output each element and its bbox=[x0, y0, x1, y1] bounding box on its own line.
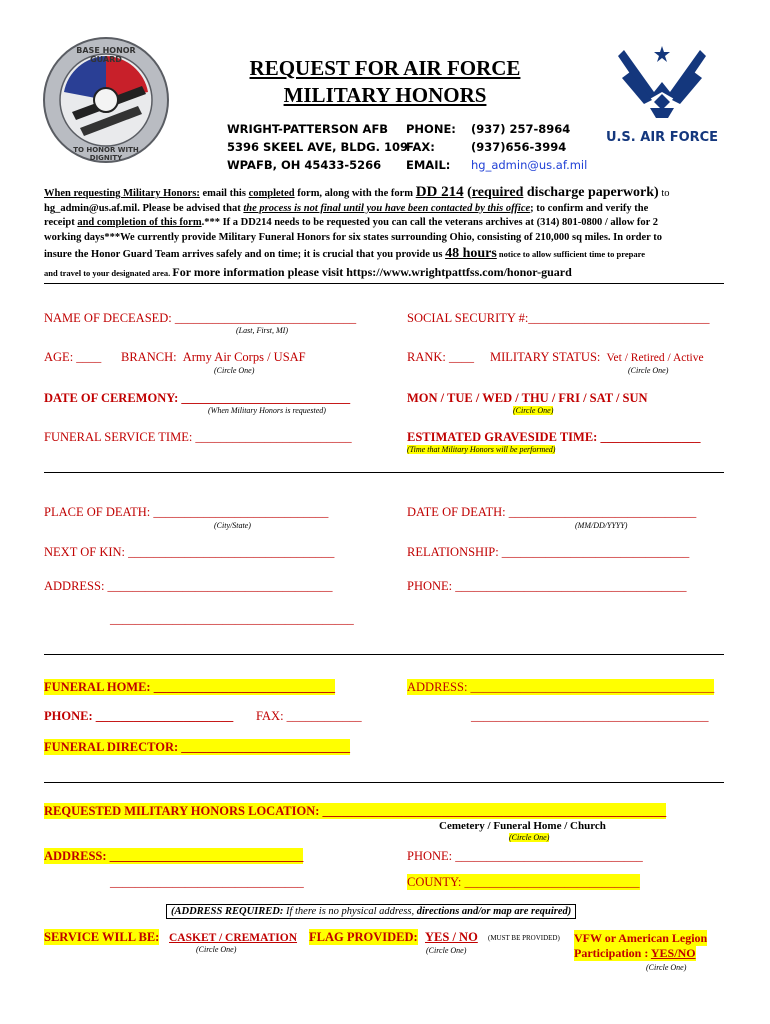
instr-text: insure the Honor Guard Team arrives safely and on time; it is crucial that you provide us bbox=[44, 249, 446, 260]
name-of-deceased-field[interactable]: NAME OF DECEASED: _____________________________ bbox=[44, 311, 357, 325]
divider bbox=[44, 472, 724, 473]
vfw-sep: : bbox=[641, 946, 651, 960]
funeral-home-address-field[interactable]: ADDRESS: _______________________________________ bbox=[407, 680, 715, 694]
instructions bbox=[44, 185, 724, 281]
funeral-home-fax-field[interactable]: FAX: ____________ bbox=[256, 709, 362, 723]
flag-note: (MUST BE PROVIDED) bbox=[488, 934, 560, 942]
flag-label: FLAG PROVIDED: bbox=[309, 930, 418, 944]
fax-value: (937)656-3994 bbox=[471, 140, 567, 154]
funeral-home-phone-field[interactable]: PHONE: ______________________ bbox=[44, 709, 234, 723]
place-hint: (City/State) bbox=[214, 521, 251, 530]
office-address bbox=[227, 120, 408, 174]
email-link[interactable]: hg_admin@us.af.mil bbox=[471, 158, 588, 172]
instr-text: working days***We currently provide Military Funeral Honors for six states surrounding Ohio, consisting of 210,000 sq miles. In order to bbox=[44, 231, 662, 243]
instr-text: .*** If a DD214 needs to be requested you can call the veterans archives at (314) 801-0800 / allow for 2 bbox=[201, 217, 659, 228]
address-line: WPAFB, OH 45433-5266 bbox=[227, 158, 382, 172]
divider bbox=[44, 283, 724, 284]
phone-label: PHONE: bbox=[406, 122, 456, 136]
phone-value: (937) 257-8964 bbox=[471, 122, 571, 136]
service-hint: (Circle One) bbox=[196, 945, 237, 954]
seal-text-top: BASE HONOR GUARD bbox=[76, 46, 136, 64]
vfw-line2 bbox=[574, 945, 696, 961]
dd214: DD 214 bbox=[415, 184, 464, 200]
location-hint: (Circle One) bbox=[509, 833, 550, 842]
instr-lead: When requesting Military Honors: bbox=[44, 188, 200, 199]
military-status-label: MILITARY STATUS: bbox=[490, 350, 601, 364]
funeral-director-field[interactable]: FUNERAL DIRECTOR: ___________________________ bbox=[44, 740, 351, 754]
death-date-hint: (MM/DD/YYYY) bbox=[575, 521, 628, 530]
air-force-wings-icon bbox=[602, 42, 722, 130]
note-text: (ADDRESS REQUIRED: bbox=[171, 906, 286, 917]
form-title-line2: MILITARY HONORS bbox=[283, 83, 487, 107]
military-status-field bbox=[490, 349, 704, 366]
fax-label: FAX: bbox=[406, 140, 435, 154]
name-hint: (Last, First, MI) bbox=[236, 326, 288, 335]
next-of-kin-field[interactable]: NEXT OF KIN: _________________________________ bbox=[44, 545, 335, 559]
contact-labels bbox=[406, 120, 456, 174]
instr-text: and completion of this form bbox=[77, 217, 202, 228]
address-required-note bbox=[166, 904, 576, 919]
vfw-hint: (Circle One) bbox=[646, 963, 687, 972]
vfw-participation-label: Participation bbox=[574, 946, 642, 960]
instr-text: discharge paperwork) bbox=[523, 185, 659, 200]
instr-text: ; to confirm and verify the bbox=[530, 202, 649, 214]
instr-text: to bbox=[658, 188, 670, 199]
instr-text: ( bbox=[463, 185, 472, 200]
address-line: 5396 SKEEL AVE, BLDG. 109 bbox=[227, 140, 408, 154]
address-line2-field[interactable]: _______________________________________ bbox=[110, 612, 354, 626]
rank-field[interactable]: RANK: ____ bbox=[407, 350, 475, 364]
graveside-time-field[interactable]: ESTIMATED GRAVESIDE TIME: ________________ bbox=[407, 430, 701, 444]
note-text: directions and/or map are required) bbox=[416, 906, 572, 917]
instr-text: form, along with the form bbox=[294, 188, 416, 199]
contact-values bbox=[471, 120, 587, 174]
location-address-line2-field[interactable]: _______________________________ bbox=[110, 875, 304, 889]
ceremony-hint: (When Military Honors is requested) bbox=[208, 406, 326, 415]
graveside-hint: (Time that Military Honors will be performed) bbox=[407, 445, 556, 454]
divider bbox=[44, 654, 724, 655]
branch-field bbox=[121, 349, 306, 365]
days-hint: (Circle One) bbox=[513, 406, 554, 415]
honors-location-field[interactable]: REQUESTED MILITARY HONORS LOCATION: _______________________________________________________ bbox=[44, 804, 667, 818]
instr-text: hg_admin@us.af.mil. Please be advised that bbox=[44, 202, 244, 214]
us-air-force-logo bbox=[602, 42, 722, 148]
county-field[interactable]: COUNTY: ____________________________ bbox=[407, 875, 640, 889]
funeral-home-address-line2-field[interactable]: ______________________________________ bbox=[471, 709, 709, 723]
branch-options[interactable]: Army Air Corps / USAF bbox=[182, 350, 306, 364]
vfw-line1: VFW or American Legion bbox=[574, 931, 708, 945]
age-field[interactable]: AGE: ____ bbox=[44, 350, 102, 364]
location-phone-field[interactable]: PHONE: ______________________________ bbox=[407, 849, 643, 863]
note-text: If there is no physical address, bbox=[285, 906, 417, 917]
days-options[interactable]: MON / TUE / WED / THU / FRI / SAT / SUN bbox=[407, 391, 648, 405]
seal-text-bottom: TO HONOR WITH DIGNITY bbox=[73, 146, 139, 162]
email-label: EMAIL: bbox=[406, 158, 451, 172]
branch-hint: (Circle One) bbox=[214, 366, 255, 375]
form-title-line1: REQUEST FOR AIR FORCE bbox=[249, 56, 521, 80]
phone-field[interactable]: PHONE: _____________________________________ bbox=[407, 579, 687, 593]
more-info-link[interactable]: For more information please visit https://www.wrightpattfss.com/honor-guard bbox=[172, 264, 572, 279]
instr-text: required bbox=[471, 185, 524, 200]
flag-options[interactable]: YES / NO bbox=[425, 930, 478, 944]
funeral-home-field[interactable]: FUNERAL HOME: _____________________________ bbox=[44, 680, 335, 694]
instr-text: and travel to your designated area. bbox=[44, 267, 173, 278]
instr-text: email this bbox=[199, 188, 249, 199]
48-hours: 48 hours bbox=[445, 246, 497, 261]
address-field[interactable]: ADDRESS: ____________________________________ bbox=[44, 579, 333, 593]
ssn-field[interactable]: SOCIAL SECURITY #:_____________________________ bbox=[407, 311, 710, 325]
branch-label: BRANCH: bbox=[121, 350, 177, 364]
relationship-field[interactable]: RELATIONSHIP: ______________________________ bbox=[407, 545, 690, 559]
date-of-ceremony-field[interactable]: DATE OF CEREMONY: ___________________________ bbox=[44, 391, 351, 405]
place-of-death-field[interactable]: PLACE OF DEATH: ____________________________ bbox=[44, 505, 329, 519]
funeral-service-time-field[interactable]: FUNERAL SERVICE TIME: _________________________ bbox=[44, 430, 352, 444]
location-address-field[interactable]: ADDRESS: _______________________________ bbox=[44, 849, 304, 863]
address-line: WRIGHT-PATTERSON AFB bbox=[227, 122, 389, 136]
instr-text: completed bbox=[248, 188, 295, 199]
date-of-death-field[interactable]: DATE OF DEATH: ______________________________ bbox=[407, 505, 697, 519]
location-options[interactable]: Cemetery / Funeral Home / Church bbox=[439, 820, 606, 832]
service-options[interactable]: CASKET / CREMATION bbox=[169, 932, 298, 944]
vfw-options[interactable]: YES/NO bbox=[650, 946, 696, 960]
instr-text: notice to allow sufficient time to prepare bbox=[496, 249, 645, 259]
service-label: SERVICE WILL BE: bbox=[44, 930, 160, 944]
military-status-options[interactable]: Vet / Retired / Active bbox=[606, 352, 704, 364]
status-hint: (Circle One) bbox=[628, 366, 669, 375]
instr-text: receipt bbox=[44, 217, 78, 228]
divider bbox=[44, 782, 724, 783]
instr-text: the process is not final until you have been contacted by this office bbox=[243, 202, 531, 214]
flag-hint: (Circle One) bbox=[426, 946, 467, 955]
logo-text: U.S. AIR FORCE bbox=[605, 130, 719, 145]
